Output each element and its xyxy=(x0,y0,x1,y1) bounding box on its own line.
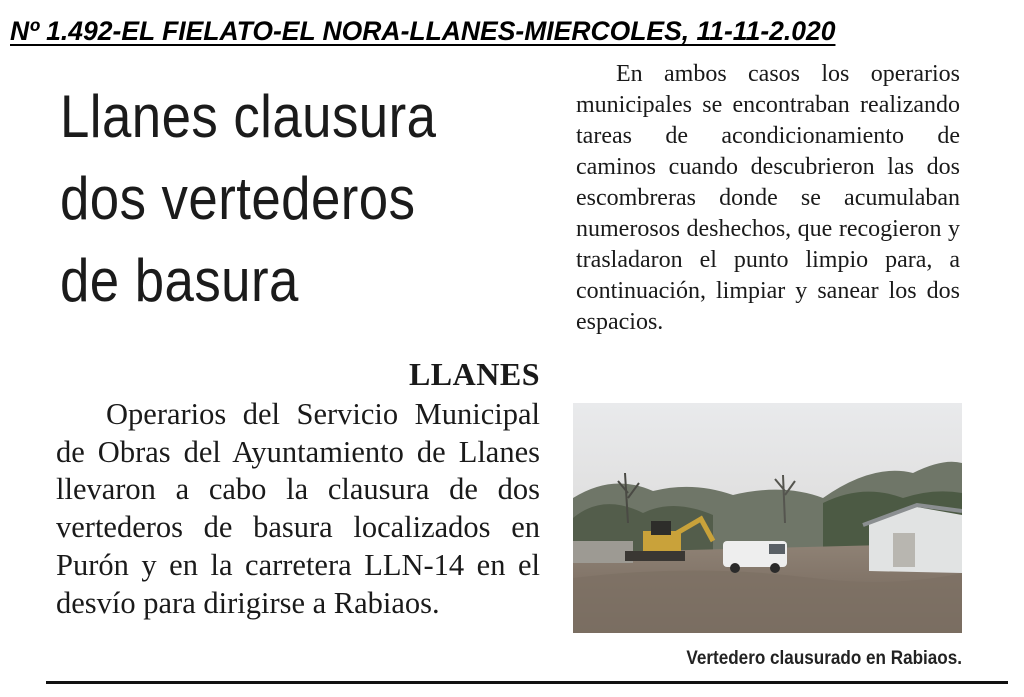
article-byline: LLANES xyxy=(408,356,540,392)
article-body-column-left: Operarios del Servicio Municipal de Obras del Ayuntamiento de Llanes llevaron a cabo la clausura de dos vertederos de basura localizados en Purón y en la carretera LLN-14 en el desvío para dirigirse a Rabiaos. xyxy=(56,397,540,620)
article-headline: Llanes clausura dos vertederos de basura xyxy=(60,83,437,314)
bottom-divider xyxy=(46,681,1008,684)
newspaper-masthead: Nº 1.492-EL FIELATO-EL NORA-LLANES-MIERCOLES, 11-11-2.020 xyxy=(10,16,836,46)
article-photo xyxy=(573,403,962,633)
article-body-column-right: En ambos casos los operarios municipales se encontraban realizando tareas de acondicionamiento de caminos cuando descubrieron las dos escombreras donde se acumulaban numerosos deshechos, que recogieron y trasladaron el punto limpio para, a continuación, limpiar y sanear los dos espacios. xyxy=(576,61,960,335)
photo-caption: Vertedero clausurado en Rabiaos. xyxy=(686,648,962,669)
